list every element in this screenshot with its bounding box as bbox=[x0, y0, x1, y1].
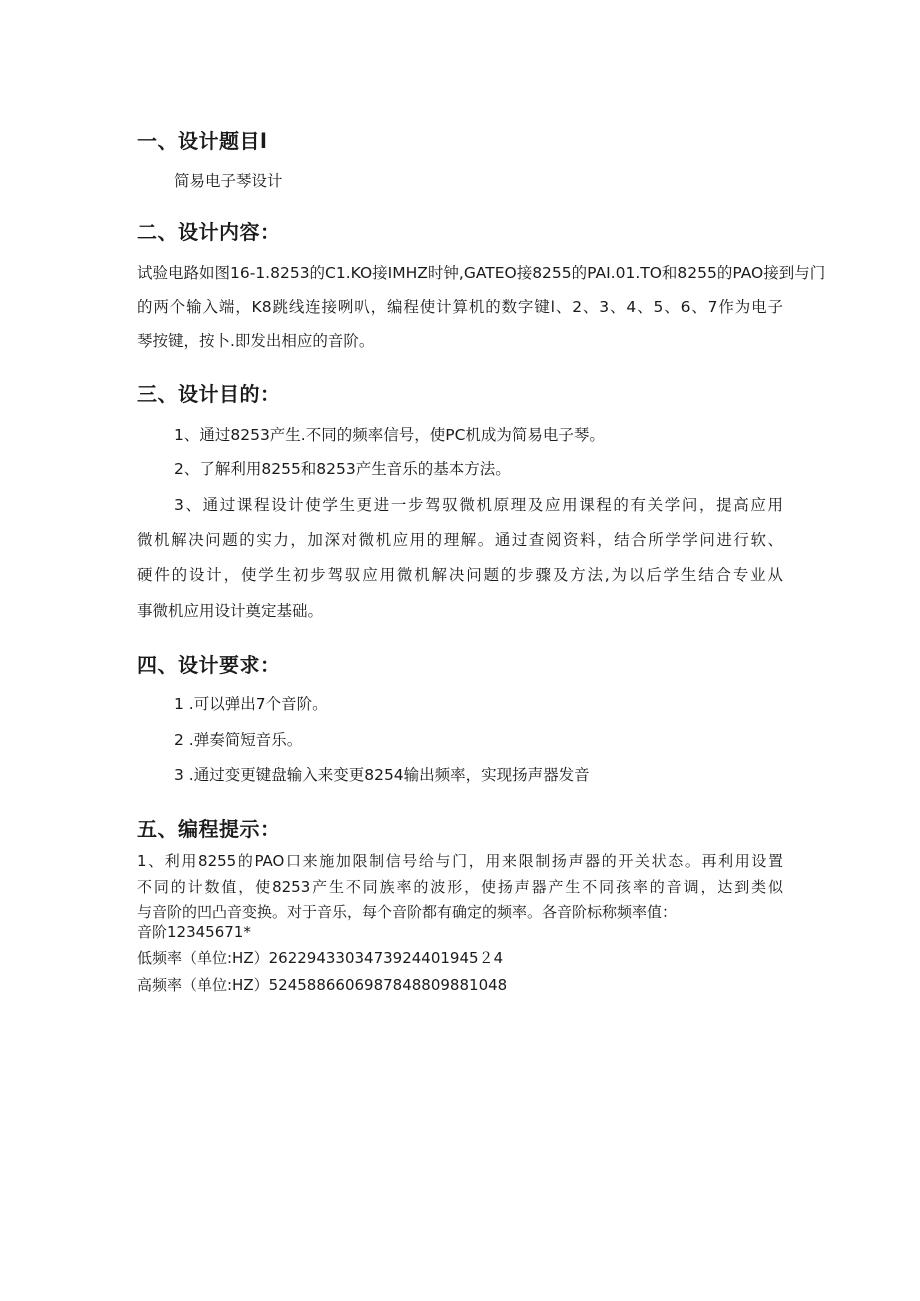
section-2-line-1: 试验电路如图16-1.8253的C1.KO接IMHZ时钟,GATEO接8255的PAI.01.TO和8255的PAO接到与门 bbox=[137, 264, 826, 282]
section-1-heading: 一、设计题目l bbox=[137, 129, 268, 153]
section-5-line-5: 低频率（单位:HZ）2622943303473924401945２4 bbox=[137, 949, 504, 967]
section-2-line-2: 的两个输入端，K8跳线连接咧叭，编程使计算机的数字键l、2、3、4、5、6、7作为电子 bbox=[137, 298, 783, 316]
section-4-line-1: 1 .可以弹出7个音阶。 bbox=[174, 695, 328, 713]
section-5-heading: 五、编程提示： bbox=[137, 817, 281, 841]
section-4-line-2: 2 .弹奏简短音乐。 bbox=[174, 731, 303, 749]
section-5-line-1: 1、利用8255的PAO口来施加限制信号给与门，用来限制扬声器的开关状态。再利用设置 bbox=[137, 852, 783, 870]
section-4-heading: 四、设计要求： bbox=[137, 653, 281, 677]
section-2-line-3: 琴按键，按卜.即发出相应的音阶。 bbox=[137, 332, 375, 350]
section-3-heading: 三、设计目的： bbox=[137, 382, 281, 406]
section-5-line-3: 与音阶的凹凸音变换。对于音乐，每个音阶都有确定的频率。各音阶标称频率值： bbox=[137, 903, 678, 921]
section-5-line-6: 高频率（单位:HZ）5245886606987848809881048 bbox=[137, 976, 508, 994]
section-3-line-4: 微机解决问题的实力，加深对微机应用的理解。通过查阅资料，结合所学学问进行软、 bbox=[137, 531, 783, 549]
section-3-line-6: 事微机应用设计奠定基础。 bbox=[137, 602, 324, 620]
section-2-heading: 二、设计内容： bbox=[137, 220, 281, 244]
section-1-line-1: 简易电子琴设计 bbox=[174, 172, 283, 190]
section-4-line-3: 3 .通过变更键盘输入来变更8254输出频率，实现扬声器发音 bbox=[174, 766, 590, 784]
section-3-line-3: 3、通过课程设计使学生更进一步驾驭微机原理及应用课程的有关学问，提高应用 bbox=[174, 496, 783, 514]
section-5-line-2: 不同的计数值，使8253产生不同族率的波形，使扬声器产生不同孩率的音调，达到类似 bbox=[137, 878, 783, 896]
section-5-line-4: 音阶12345671* bbox=[137, 923, 251, 941]
section-3-line-5: 硬件的设计，使学生初步驾驭应用微机解决问题的步骤及方法,为以后学生结合专业从 bbox=[137, 566, 783, 584]
section-3-line-2: 2、了解利用8255和8253产生音乐的基本方法。 bbox=[174, 460, 511, 478]
section-3-line-1: 1、通过8253产生.不同的频率信号，使PC机成为简易电子琴。 bbox=[174, 426, 605, 444]
